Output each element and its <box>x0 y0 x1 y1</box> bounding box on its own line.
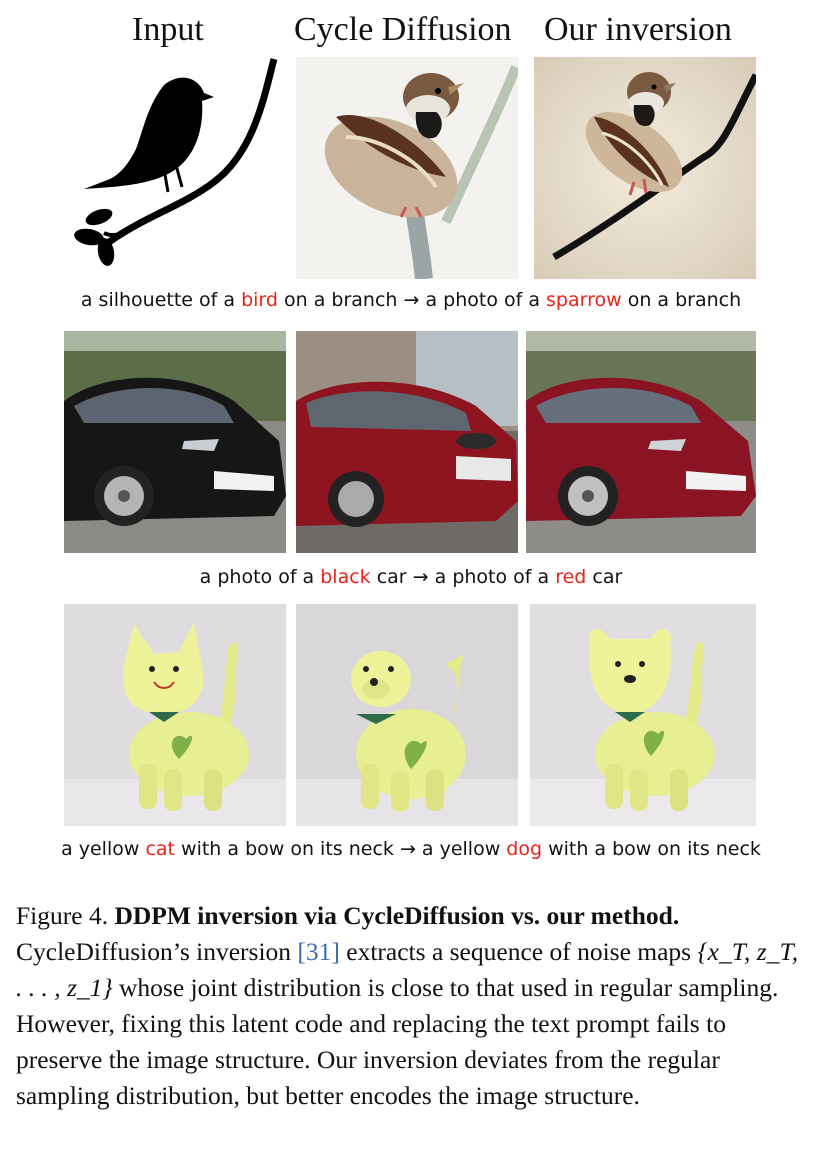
black-car-image <box>64 331 286 553</box>
row1-target-prefix: a photo of a <box>425 289 547 311</box>
figure-title: DDPM inversion via CycleDiffusion vs. our method. <box>114 901 680 930</box>
row2-target-prefix: a photo of a <box>434 566 556 588</box>
noise-maps-math: {x_T, z_T, . . . , z_1} <box>16 937 799 1002</box>
row1-source-prefix: a silhouette of a <box>80 289 242 311</box>
caption-text-1: CycleDiffusion’s inversion <box>16 937 298 966</box>
header-cycle-diffusion: Cycle Diffusion <box>294 11 512 48</box>
row3-target-prefix: a yellow <box>421 838 507 860</box>
row2-source-prefix: a photo of a <box>199 566 321 588</box>
row2-target-suffix: car <box>586 566 623 588</box>
row3-source-word: cat <box>145 838 175 860</box>
figure-label: Figure 4. <box>16 901 115 930</box>
bird-silhouette-image <box>64 57 286 279</box>
row2-prompt <box>0 565 822 589</box>
our-inversion-dog-image <box>530 604 756 826</box>
row3-source-prefix: a yellow <box>61 838 146 860</box>
row2-target-word: red <box>555 566 587 588</box>
row1-arrow: → <box>403 289 420 311</box>
caption-text-2: extracts a sequence of noise maps <box>339 937 698 966</box>
cyclediffusion-dog-image <box>296 604 518 826</box>
yellow-cat-image <box>64 604 286 826</box>
citation-link[interactable]: [31] <box>297 937 340 966</box>
header-input: Input <box>132 11 204 48</box>
row1-source-word: bird <box>241 289 278 311</box>
bird-our-inversion-image <box>534 57 756 279</box>
our-inversion-red-car-image <box>526 331 756 553</box>
row1-source-suffix: on a branch <box>277 289 398 311</box>
cyclediffusion-car-image <box>296 331 518 553</box>
figure-caption <box>16 898 808 1114</box>
row3-prompt <box>0 837 822 861</box>
row3-target-suffix: with a bow on its neck <box>542 838 761 860</box>
row3-arrow: → <box>399 838 416 860</box>
row1-target-suffix: on a branch <box>621 289 742 311</box>
row2-source-suffix: car <box>370 566 407 588</box>
bird-cyclediffusion-image <box>296 57 518 279</box>
header-our-inversion: Our inversion <box>544 11 732 48</box>
row3-target-word: dog <box>506 838 543 860</box>
caption-text-3: whose joint distribution is close to that used in regular sampling. However, fixing this latent code and replacing the text prompt fails to preserve the image structure. Our inversion deviates from the regular sampling distribution, but better encodes the image structure. <box>16 973 779 1110</box>
row1-target-word: sparrow <box>546 289 622 311</box>
row2-source-word: black <box>320 566 371 588</box>
row1-prompt <box>0 288 822 312</box>
row2-arrow: → <box>412 566 429 588</box>
row3-source-suffix: with a bow on its neck <box>175 838 394 860</box>
